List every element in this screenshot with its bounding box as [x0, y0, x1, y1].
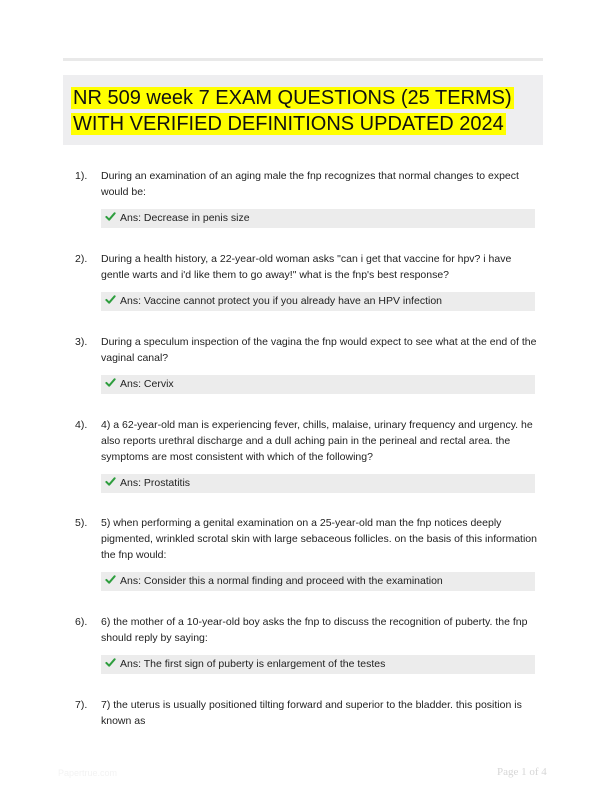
question-text: 6) the mother of a 10-year-old boy asks the fnp to discuss the recognition of puberty. the fnp should reply by saying:	[101, 616, 528, 644]
check-icon	[105, 476, 116, 487]
question-number: 4).	[75, 419, 88, 431]
answer-text: Ans: Cervix	[120, 378, 174, 390]
question-text: During a speculum inspection of the vagina the fnp would expect to see what at the end of the vaginal canal?	[101, 336, 537, 364]
answer-text: Ans: Decrease in penis size	[120, 212, 250, 224]
question-text: During an examination of an aging male the fnp recognizes that normal changes to expect would be:	[101, 170, 519, 198]
question-text: 5) when performing a genital examination on a 25-year-old man the fnp notices deeply pigmented, wrinkled scrotal skin with large sebaceous follicles. on the basis of this information the fnp would:	[101, 517, 537, 561]
answer-box	[101, 209, 535, 228]
title-line-2: WITH VERIFIED DEFINITIONS UPDATED 2024	[73, 113, 504, 135]
question-number: 2).	[75, 253, 88, 265]
question-text: 7) the uterus is usually positioned tilting forward and superior to the bladder. this position is known as	[101, 699, 522, 727]
check-icon	[105, 294, 116, 305]
watermark-text: Papertrue.com	[58, 768, 118, 778]
answer-text: Ans: Consider this a normal finding and proceed with the examination	[120, 575, 443, 587]
answer-text: Ans: The first sign of puberty is enlargement of the testes	[120, 658, 386, 670]
question-number: 7).	[75, 699, 88, 711]
question-number: 6).	[75, 616, 88, 628]
answer-box	[101, 375, 535, 394]
answer-box	[101, 655, 535, 674]
page-number: Page 1 of 4	[497, 766, 547, 778]
page-title	[71, 85, 536, 137]
question-number: 5).	[75, 517, 88, 529]
top-divider	[63, 58, 543, 61]
answer-text: Ans: Prostatitis	[120, 477, 191, 489]
title-line-1: NR 509 week 7 EXAM QUESTIONS (25 TERMS)	[73, 87, 512, 109]
answer-text: Ans: Vaccine cannot protect you if you already have an HPV infection	[120, 295, 442, 307]
check-icon	[105, 657, 116, 668]
check-icon	[105, 211, 116, 222]
question-number: 1).	[75, 170, 88, 182]
check-icon	[105, 574, 116, 585]
answer-box	[101, 292, 535, 311]
question-text: 4) a 62-year-old man is experiencing fever, chills, malaise, urinary frequency and urgency. he also reports urethral discharge and a dull aching pain in the perineal and rectal area. the symptoms are most consistent with which of the following?	[101, 419, 533, 463]
answer-box	[101, 572, 535, 591]
check-icon	[105, 377, 116, 388]
question-number: 3).	[75, 336, 88, 348]
title-banner	[63, 75, 543, 145]
question-text: During a health history, a 22-year-old woman asks "can i get that vaccine for hpv? i have gentle warts and i'd like them to go away!" what is the fnp's best response?	[101, 253, 512, 281]
answer-box	[101, 474, 535, 493]
